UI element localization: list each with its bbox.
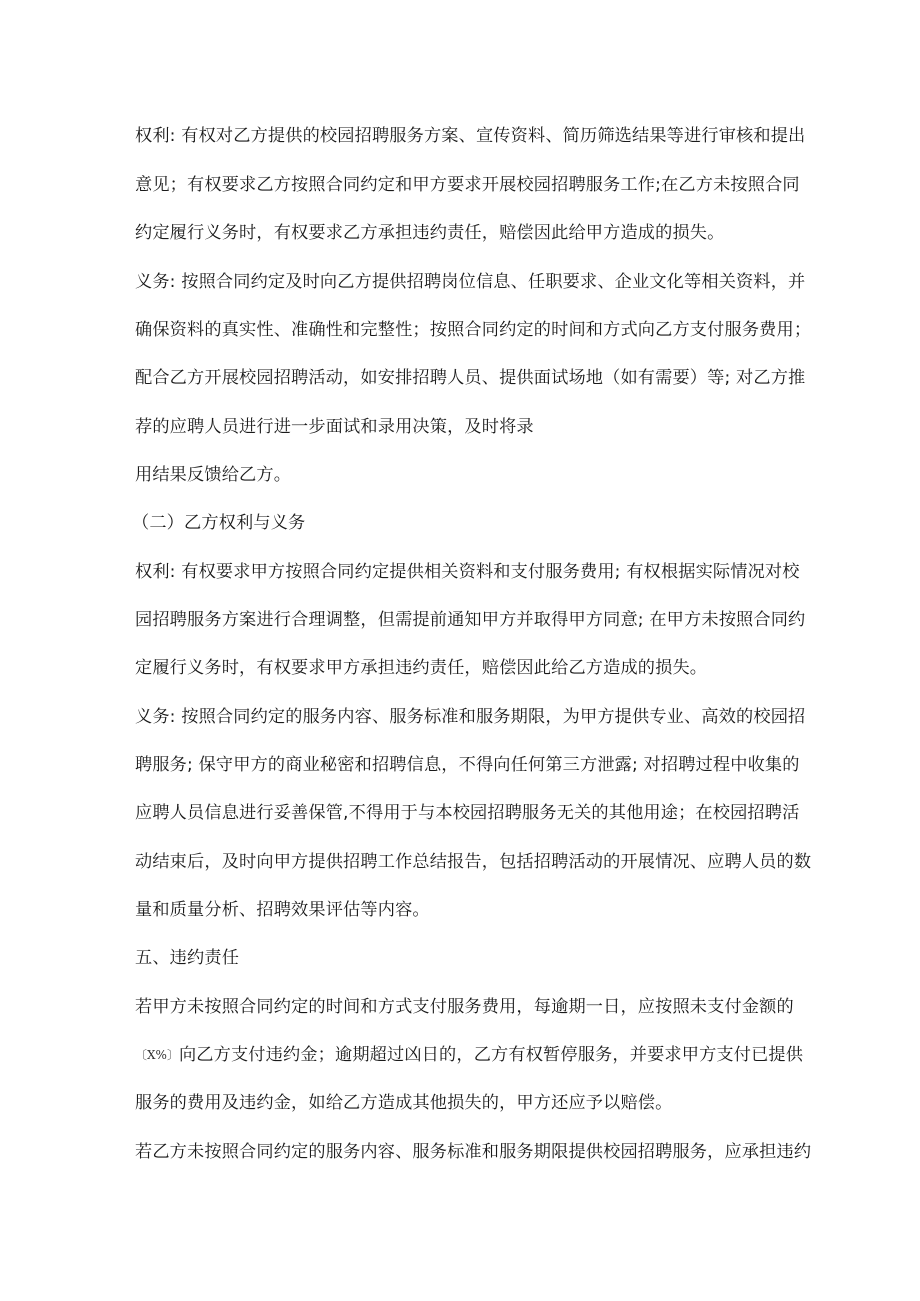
text-line: 用结果反馈给乙方。: [135, 465, 292, 485]
text-line: 若乙方未按照合同约定的服务内容、服务标准和服务期限提供校园招聘服务，应承担违约: [135, 1142, 812, 1162]
text-line: 权利: 有权对乙方提供的校园招聘服务方案、宣传资料、简历筛选结果等进行审核和提出: [135, 126, 806, 146]
text-line: 服务的费用及违约金，如给乙方造成其他损失的，甲方还应予以赔偿。: [135, 1093, 673, 1113]
section-heading: 五、违约责任: [135, 948, 240, 968]
section-heading: （二）乙方权利与义务: [132, 513, 306, 533]
text-line-rest: 向乙方支付违约金；逾期超过凶日的，乙方有权暂停服务，并要求甲方支付已提供: [178, 1045, 804, 1065]
text-line: 意见；有权要求乙方按照合同约定和甲方要求开展校园招聘服务工作;在乙方未按照合同: [135, 175, 800, 195]
text-line: 约定履行义务时，有权要求乙方承担违约责任，赔偿因此给甲方造成的损失。: [135, 223, 725, 243]
rate-placeholder: 〔X%〕: [135, 1048, 179, 1062]
text-line: 园招聘服务方案进行合理调整，但需提前通知甲方并取得甲方同意; 在甲方未按照合同约: [135, 610, 806, 630]
text-line: 确保资料的真实性、准确性和完整性；按照合同约定的时间和方式向乙方支付服务费用；: [135, 320, 812, 340]
text-line: 权利: 有权要求甲方按照合同约定提供相关资料和支付服务费用; 有权根据实际情况对校: [135, 562, 800, 582]
text-line: 义务: 按照合同约定的服务内容、服务标准和服务期限，为甲方提供专业、高效的校园招: [135, 707, 806, 727]
text-line: 量和质量分析、招聘效果评估等内容。: [135, 900, 430, 920]
text-line: 动结束后，及时向甲方提供招聘工作总结报告，包括招聘活动的开展情况、应聘人员的数: [135, 852, 812, 872]
text-line: [135, 1043, 803, 1067]
text-line: 配合乙方开展校园招聘活动，如安排招聘人员、提供面试场地（如有需要）等; 对乙方推: [135, 368, 806, 388]
text-line: 若甲方未按照合同约定的时间和方式支付服务费用，每逾期一日，应按照未支付金额的: [135, 997, 794, 1017]
text-line: 聘服务; 保守甲方的商业秘密和招聘信息，不得向任何第三方泄露; 对招聘过程中收集的: [135, 755, 800, 775]
text-line: 定履行义务时，有权要求甲方承担违约责任，赔偿因此给乙方造成的损失。: [135, 658, 708, 678]
text-line: 义务: 按照合同约定及时向乙方提供招聘岗位信息、任职要求、企业文化等相关资料，并: [135, 272, 806, 292]
text-line: 荐的应聘人员进行进一步面试和录用决策，及时将录: [135, 417, 534, 437]
text-line: 应聘人员信息进行妥善保管,不得用于与本校园招聘服务无关的其他用途；在校园招聘活: [135, 803, 800, 823]
